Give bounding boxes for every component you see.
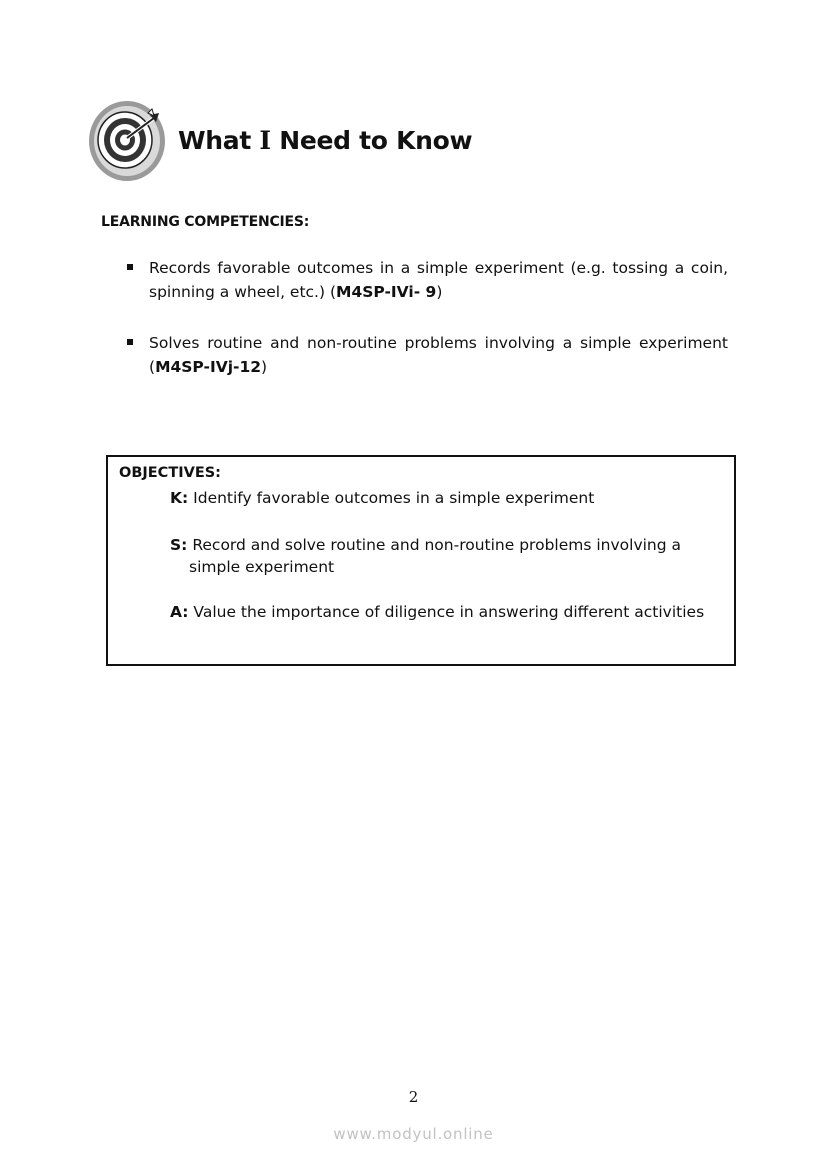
objective-skill xyxy=(170,534,729,578)
competency-item xyxy=(122,256,728,304)
title-part-2: I xyxy=(259,125,271,155)
objective-knowledge xyxy=(170,487,729,509)
objective-attitude xyxy=(170,601,729,623)
title-part-1: What xyxy=(178,125,260,155)
watermark: www.modyul.online xyxy=(333,1125,494,1143)
page-number: 2 xyxy=(408,1088,419,1106)
competency-code: M4SP-IVi- 9 xyxy=(336,283,437,301)
objective-text: Value the importance of diligence in answering different activities xyxy=(193,603,705,621)
objective-text: Identify favorable outcomes in a simple experiment xyxy=(193,489,595,507)
learning-competencies-heading: LEARNING COMPETENCIES: xyxy=(101,214,310,230)
competency-item xyxy=(122,331,728,379)
target-icon xyxy=(88,100,166,182)
competency-close: ) xyxy=(261,358,268,376)
competency-text: Records favorable outcomes in a simple experiment (e.g. tossing a coin, spinning a wheel, etc.) ( xyxy=(149,259,728,301)
objective-key: A: xyxy=(170,603,189,621)
square-bullet-icon xyxy=(127,264,133,270)
competency-close: ) xyxy=(436,283,443,301)
square-bullet-icon xyxy=(127,339,133,345)
competency-text: Solves routine and non-routine problems involving a simple experiment ( xyxy=(149,334,728,376)
objectives-heading: OBJECTIVES: xyxy=(119,465,221,481)
competency-code: M4SP-IVj-12 xyxy=(155,358,262,376)
objective-key: K: xyxy=(170,489,189,507)
objective-text: Record and solve routine and non-routine problems involving a simple experiment xyxy=(189,536,682,576)
objectives-box xyxy=(106,455,736,666)
objective-key: S: xyxy=(170,536,188,554)
competency-list xyxy=(122,256,728,406)
title-part-3: Need to Know xyxy=(270,125,473,155)
page-title xyxy=(178,126,472,155)
section-header xyxy=(88,100,472,182)
